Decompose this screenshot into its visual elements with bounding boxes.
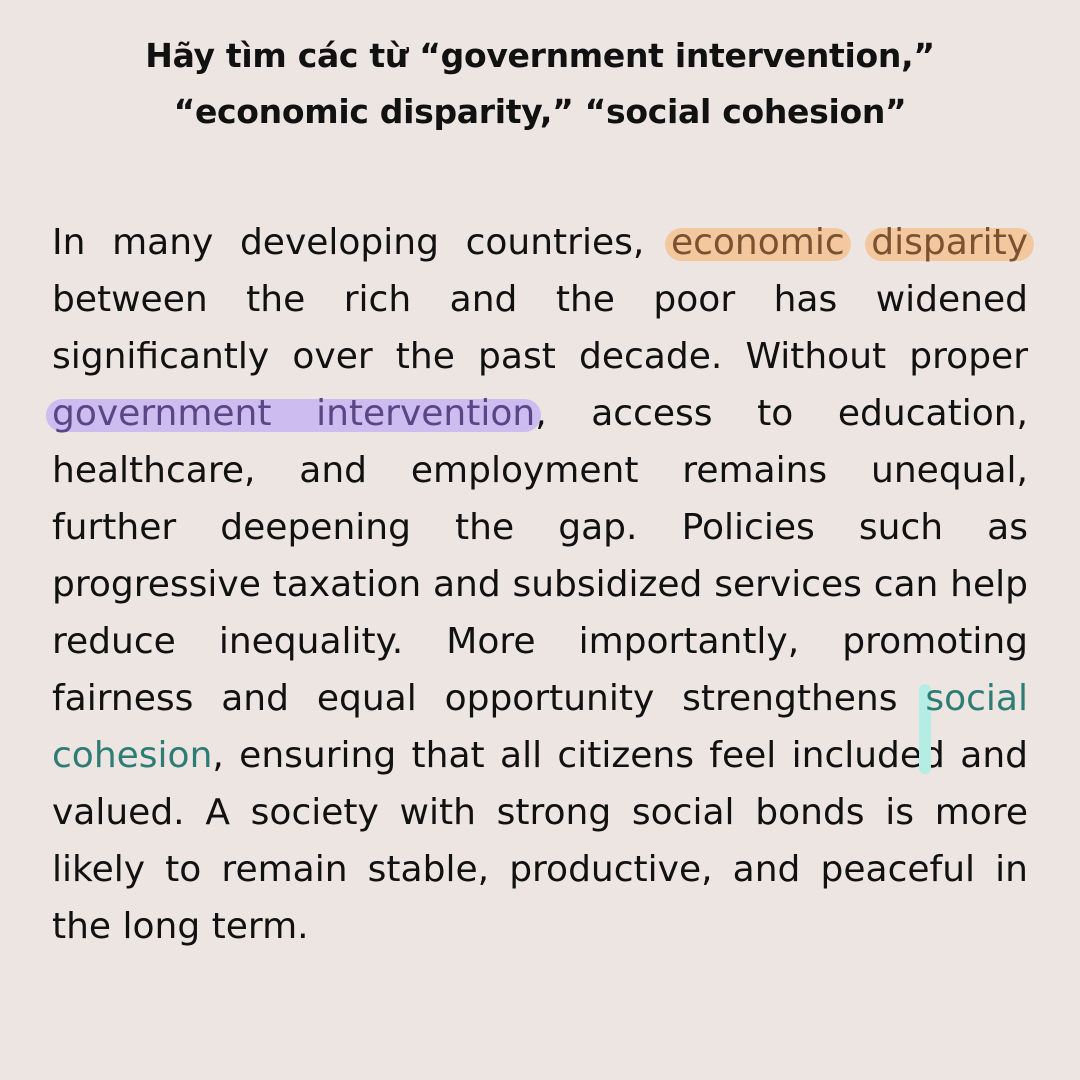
highlight-disparity: disparity	[871, 222, 1028, 263]
heading-terms-line2: “economic disparity,” “social cohesion”	[173, 92, 907, 131]
passage-text-3: , access to education, healthcare, and employment remains unequal, further deepening the gap. Policies such as progressive taxation and subsidized services can help reduce inequality. More importantly, promoting fairness and equal opportunity strengthens	[52, 393, 1028, 719]
passage-text-1: In many developing countries,	[52, 222, 671, 263]
exercise-heading	[60, 28, 1020, 140]
passage-text-2: between the rich and the poor has widened significantly over the past decade. Without proper	[52, 279, 1028, 377]
reading-passage	[52, 214, 1028, 955]
highlight-social-cohesion: social cohesion	[52, 678, 1028, 776]
heading-terms-line1: “government intervention,”	[419, 36, 935, 75]
heading-prefix: Hãy tìm các từ	[145, 36, 420, 75]
passage-text-4: , ensuring that all citizens feel included and valued. A society with strong social bonds is more likely to remain stable, productive, and peaceful in the long term.	[52, 735, 1028, 947]
highlight-economic: economic	[670, 222, 845, 263]
highlight-government-intervention: government intervention	[52, 393, 536, 434]
